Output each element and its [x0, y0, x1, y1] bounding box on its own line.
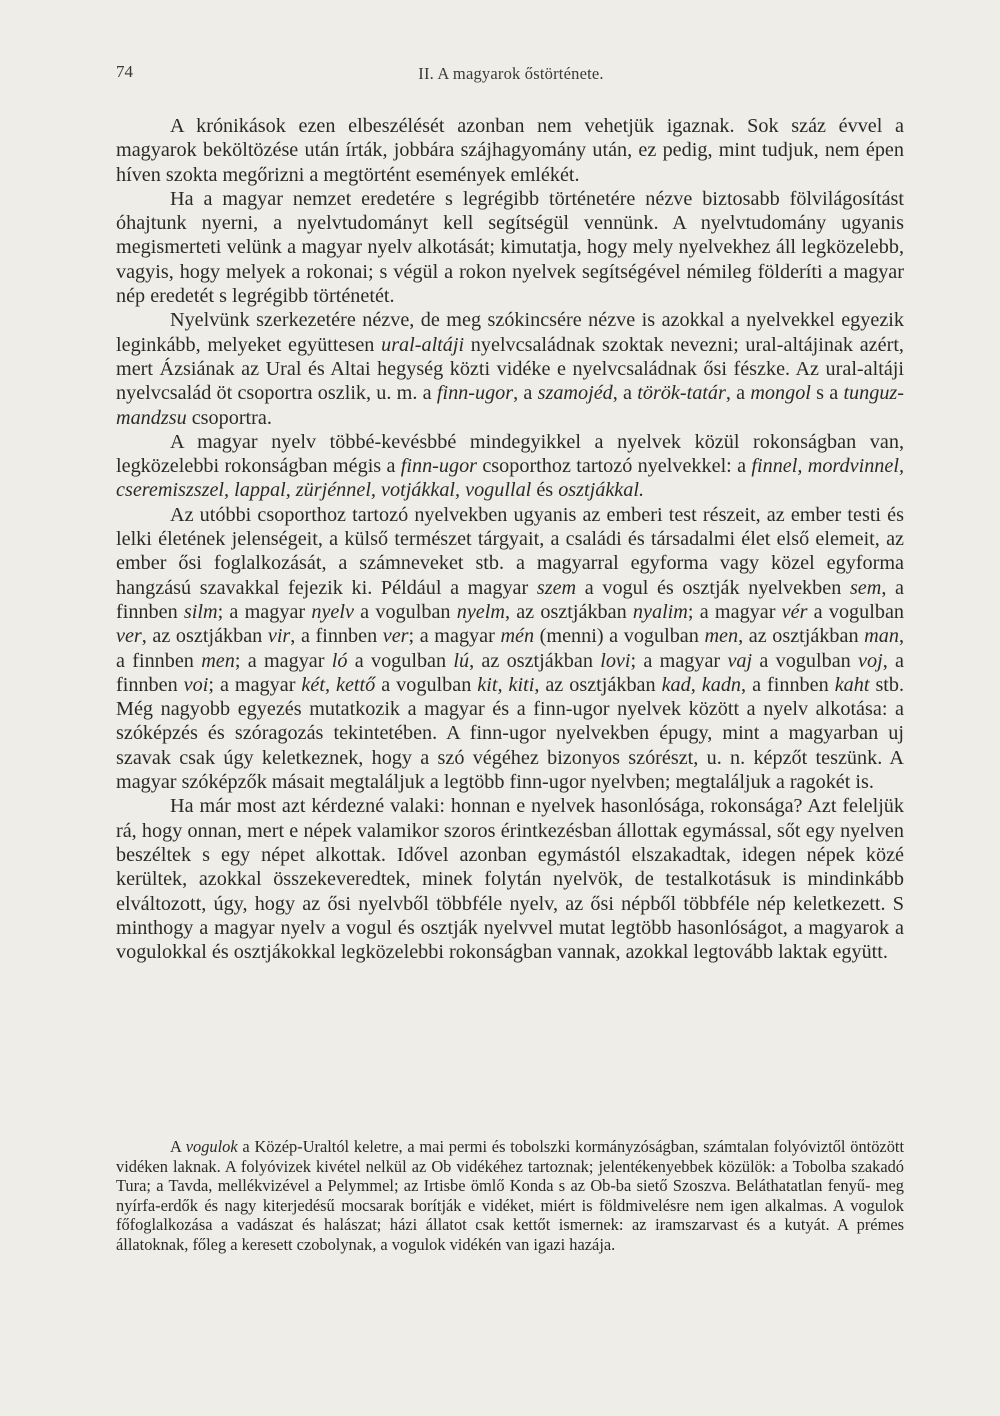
italic-term: ló: [331, 649, 348, 672]
italic-term: finn-ugor: [436, 382, 514, 405]
paragraph: [116, 430, 904, 503]
text-run: a vogulban: [807, 600, 905, 623]
italic-term: sem: [849, 576, 882, 599]
text-run: , a finnben: [116, 576, 904, 623]
italic-term: vir: [267, 625, 291, 648]
italic-term: szem: [536, 576, 577, 599]
text-run: , az osztjákban: [469, 649, 601, 672]
italic-term: két, kettő: [301, 673, 376, 696]
text-run: Ha már most azt kérdezné valaki: honnan e nyelvek hasonlósága, rokonsága? Azt feleljük rá, hogy onnan, mert e népek valamikor szoros érintkezésban állottak egymással, sőt egy nyelven beszéltek s egy népet alkottak. Idővel azonban egymástól elszakadtak, idegen népek közé kerültek, azokkal összekeveredtek, minek folytán nyelvök, de testalkotásuk is mindinkább elváltozott, úgy, hogy az ősi nyelvből többféle nyelv, az ősi népből többféle nép keletkezett. S minthogy a magyar nyelv a vogul és osztják nyelvvel mutat legtöbb hasonlóságot, a magyarok a vogulokkal és osztjákokkal legközelebbi rokonságban vannak, azokkal legtovább laktak együtt.: [116, 795, 904, 964]
italic-term: vaj: [727, 649, 753, 672]
text-run: A krónikások ezen elbeszélését azonban nem vehetjük igaznak. Sok száz évvel a magyarok beköltözése után írták, jobbára szájhagyomány után, ez pedig, mint tudjuk, nem épen híven szokta megőrizni a megtörtént események emlékét.: [116, 115, 904, 186]
italic-term: mén: [500, 625, 535, 648]
italic-term: osztjákkal.: [558, 479, 644, 502]
italic-term: szamojéd: [537, 382, 613, 405]
italic-term: kad, kadn: [661, 673, 742, 696]
page-number: 74: [116, 62, 133, 81]
paragraph: [116, 187, 904, 308]
footnote-paragraph: [116, 1137, 904, 1255]
text-run: csoporthoz tartozó nyelvekkel: a: [477, 455, 752, 478]
running-title: II. A magyarok őstörténete.: [418, 64, 604, 83]
text-run: Nyelvünk szerkezetére nézve, de meg szókincsére nézve is azokkal a nyelvekkel egyezik leginkább, melyeket együttesen: [116, 309, 904, 356]
italic-term: silm: [183, 600, 218, 623]
text-run: és: [531, 479, 559, 502]
italic-term: voi: [183, 673, 209, 696]
italic-term: ural-altáji: [381, 333, 465, 356]
text-run: , a finnben: [741, 673, 835, 696]
italic-term: vogulok: [185, 1137, 238, 1156]
main-text: [116, 114, 904, 964]
italic-term: tunguz-mandzsu: [116, 382, 904, 429]
text-run: a vogul és osztják nyelvekben: [576, 576, 850, 599]
text-run: a vogulban: [353, 600, 457, 623]
italic-term: mongol: [750, 382, 811, 405]
text-run: ; a magyar: [687, 600, 782, 623]
italic-term: men: [201, 649, 235, 672]
italic-term: lovi: [600, 649, 631, 672]
paragraph: [116, 794, 904, 964]
text-run: Az utóbbi csoporthoz tartozó nyelvekben ugyanis az emberi test részeit, az ember testi és lelki életének jelenségeit, a külső természet tárgyait, a családi és társadalmi élet első elemeit, az ember ősi foglalkozását, a számneveket stb. a magyarral egyforma vagy közel egyforma hangzású szavakkal fejezik ki. Például a magyar: [116, 503, 904, 599]
text-run: ; a magyar: [217, 600, 312, 623]
text-run: ; a magyar: [630, 649, 728, 672]
text-run: A: [170, 1137, 186, 1156]
italic-term: nyelm: [456, 600, 505, 623]
text-run: stb. Még nagyobb egyezés mutatkozik a magyar és a finn-ugor nyelvek között a nyelv alkotása: a szóképzés és szóragozás tekintetében. A finn-ugor nyelvekben épugy, mint a magyarban uj szavak csak úgy keletkeznek, hogy a szó végéhez bizonyos szórészt, u. n. képzőt teszünk. A magyar szóképzők másait megtaláljuk a legtöbb finn-ugor nyelvben; megtaláljuk a ragokét is.: [116, 673, 905, 794]
text-run: , az osztjákban: [504, 600, 633, 623]
italic-term: lú: [453, 649, 470, 672]
text-run: csoportra.: [186, 406, 272, 429]
italic-term: ver: [382, 625, 409, 648]
text-run: (menni) a vogulban: [534, 625, 705, 648]
text-run: Ha a magyar nemzet eredetére s legrégibb történetére nézve biztosabb fölvilágosítást óhajtunk nyerni, a nyelvtudományt kell segítségül vennünk. A nyelvtudomány ugyanis megismerteti velünk a magyar nyelv alkotását; kimutatja, hogy mely nyelvekhez áll legközelebb, vagyis, hogy melyek a rokonai; s végül a rokon nyelvek segítségével némileg földeríti a magyar nép eredetét s legrégibb történetét.: [116, 187, 904, 308]
text-run: , az osztjákban: [738, 625, 865, 648]
text-run: nyelvcsaládnak szoktak nevezni; ural-altájinak azért, mert Ázsiának az Ural és Altai hegység közti vidéke e nyelvcsaládnak ősi fészke. Az ural-altáji nyelvcsalád öt csoportra oszlik, u. m. a: [116, 333, 904, 405]
italic-term: nyalim: [632, 600, 688, 623]
text-run: , az osztjákban: [534, 673, 662, 696]
italic-term: török-tatár: [637, 382, 726, 405]
text-run: s a: [810, 382, 844, 405]
italic-term: vér: [781, 600, 808, 623]
text-run: , a: [513, 382, 538, 405]
text-run: A magyar nyelv többé-kevésbbé mindegyikkel a nyelvek közül rokonságban van, legközelebbi rokonságban mégis a: [116, 430, 904, 478]
italic-term: finn-ugor: [400, 455, 478, 478]
paragraph: [116, 503, 904, 795]
italic-term: kaht: [834, 673, 870, 696]
text-run: , a: [725, 382, 751, 405]
text-run: ; a magyar: [408, 625, 501, 648]
text-run: a Közép-Uraltól keletre, a mai permi és tobolszki kormányzóságban, számtalan folyóviztől öntözött vidéken laknak. A folyóvizek kivétel nelkül az Ob vidékéhez tartoznak; jelentékenyebbek közülök: a Tobolba szakadó Tura; a Tavda, mellékvizével a Pelymmel; az Irtisbe ömlő Konda s az Ob-ba siető Szoszva. Beláthatatlan fenyű- meg nyírfa-erdők és nagy kiterjedésű mocsarak borítják e vidéket, miért is földmivelésre nem igen alkalmas. A vogulok főfoglalkozása a vadászat és halászat; házi állatot csak kettőt ismernek: az iramszarvast és a kutyát. A prémes állatoknak, főleg a keresett czobolynak, a vogulok vidékén van igazi hazája.: [116, 1137, 904, 1254]
footnote: [116, 1137, 904, 1255]
text-run: , a: [612, 382, 638, 405]
italic-term: man: [864, 625, 899, 648]
italic-term: voj: [858, 649, 883, 672]
text-run: ; a magyar: [208, 673, 302, 696]
italic-term: men: [704, 625, 739, 648]
text-run: a vogulban: [752, 649, 859, 672]
text-run: ; a magyar: [234, 649, 332, 672]
paragraph: [116, 308, 904, 429]
paragraph: [116, 114, 904, 187]
italic-term: nyelv: [311, 600, 354, 623]
italic-term: finnel, mordvinnel, cseremiszszel, lappal, zürjénnel, votjákkal, vogullal: [116, 455, 904, 502]
text-run: , a finnben: [290, 625, 383, 648]
text-run: , a finnben: [116, 649, 904, 696]
text-run: , az osztjákban: [141, 625, 268, 648]
text-run: , a finnben: [116, 625, 904, 672]
text-run: a vogulban: [375, 673, 478, 696]
text-run: a vogulban: [347, 649, 454, 672]
italic-term: ver: [116, 625, 142, 648]
page-header: [116, 62, 906, 90]
italic-term: kit, kiti: [477, 673, 535, 696]
